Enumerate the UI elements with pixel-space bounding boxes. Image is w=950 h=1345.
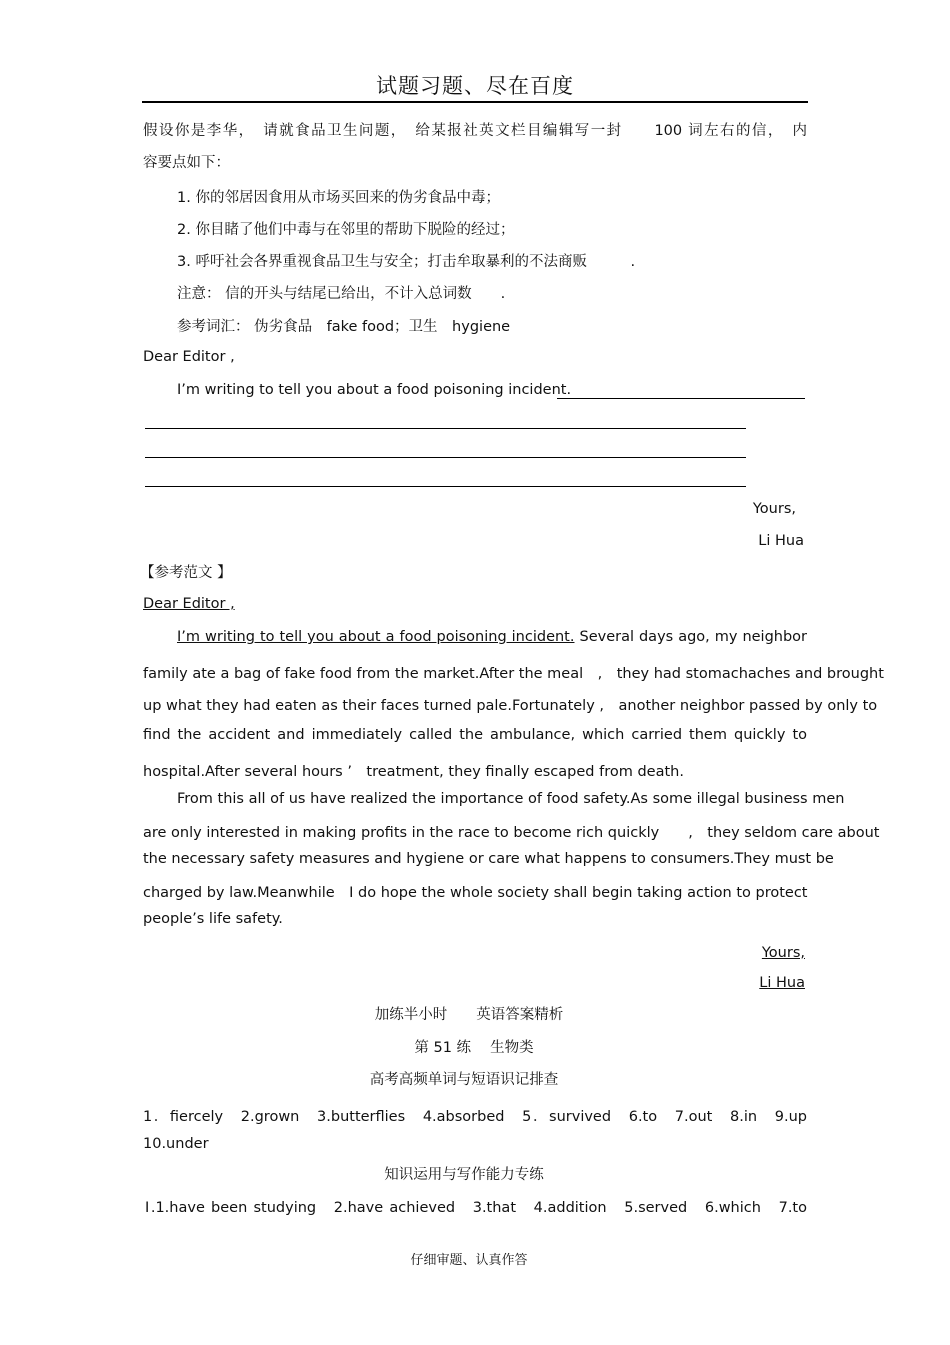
prompt-point-2: 2. 你目睹了他们中毒与在邻里的帮助下脱险的经过； <box>177 222 515 238</box>
model-p2-line: are only interested in making profits in the race to become rich quickly , they seldom care about <box>143 825 880 841</box>
answer-blank-line <box>145 428 746 429</box>
prompt-intro-line2: 容要点如下： <box>143 155 230 171</box>
model-heading: 【参考范文 】 <box>140 565 232 581</box>
prompt-intro-line1: 假设你是李华， 请就食品卫生问题， 给某报社英文栏目编辑写一封 100 词左右的信， 内 <box>143 123 807 139</box>
model-p1-line1-rest: Several days ago, my neighbor <box>579 629 808 645</box>
model-opening-sentence: I’m writing to tell you about a food poisoning incident. <box>177 629 575 645</box>
page-header-title: 试题习题、尽在百度 <box>376 74 574 98</box>
model-closing: Yours, <box>761 945 805 961</box>
answers-line: 10.under <box>143 1136 209 1152</box>
answers-subheading-vocab: 高考高频单词与短语识记排查 <box>369 1072 559 1088</box>
model-p1-line: find the accident and immediately called the ambulance, which carried them quickly to <box>143 727 807 743</box>
answer-blank-line <box>557 398 805 399</box>
model-greeting: Dear Editor , <box>143 596 235 612</box>
template-closing: Yours, <box>752 501 796 517</box>
header-divider <box>142 101 808 103</box>
template-greeting: Dear Editor , <box>143 349 235 365</box>
model-p2-first: From this all of us have realized the importance of food safety.As some illegal business men <box>177 791 845 807</box>
model-p1-line: family ate a bag of fake food from the market.After the meal , they had stomachaches and brought <box>143 666 884 682</box>
model-signature: Li Hua <box>759 975 805 991</box>
answer-blank-line <box>145 486 746 487</box>
answers-section-title: 加练半小时 英语答案精析 <box>374 1007 564 1023</box>
page-footer: 仔细审题、认真作答 <box>410 1253 528 1268</box>
model-p2-line: charged by law.Meanwhile I do hope the whole society shall begin taking action to protect <box>143 885 808 901</box>
model-p1-last: hospital.After several hours ’ treatment, they finally escaped from death. <box>143 764 684 780</box>
model-p2-line: the necessary safety measures and hygiene or care what happens to consumers.They must be <box>143 851 834 867</box>
answer-blank-line <box>145 457 746 458</box>
model-p2-last: people’s life safety. <box>143 911 283 927</box>
prompt-point-3: 3. 呼吁社会各界重视食品卫生与安全；打击牟取暴利的不法商贩 . <box>177 254 636 270</box>
prompt-note: 注意： 信的开头与结尾已给出，不计入总词数 . <box>177 286 506 302</box>
model-p1-line1 <box>177 629 807 645</box>
answers-subheading-skills: 知识运用与写作能力专练 <box>384 1167 544 1183</box>
prompt-vocab: 参考词汇： 伪劣食品 fake food；卫生 hygiene <box>177 319 511 335</box>
template-opening: I’m writing to tell you about a food poisoning incident. <box>177 382 572 398</box>
model-p1-line: up what they had eaten as their faces turned pale.Fortunately , another neighbor passed by only to <box>143 698 878 714</box>
prompt-point-1: 1. 你的邻居因食用从市场买回来的伪劣食品中毒； <box>177 190 500 206</box>
answers-lesson: 第 51 练 生物类 <box>414 1040 534 1056</box>
answers-line: Ⅰ.1.have been studying 2.have achieved 3.that 4.addition 5.served 6.which 7.to <box>145 1200 807 1216</box>
template-signature: Li Hua <box>758 533 804 549</box>
answers-line: 1．fiercely 2.grown 3.butterflies 4.absorbed 5．survived 6.to 7.out 8.in 9.up <box>143 1109 807 1125</box>
